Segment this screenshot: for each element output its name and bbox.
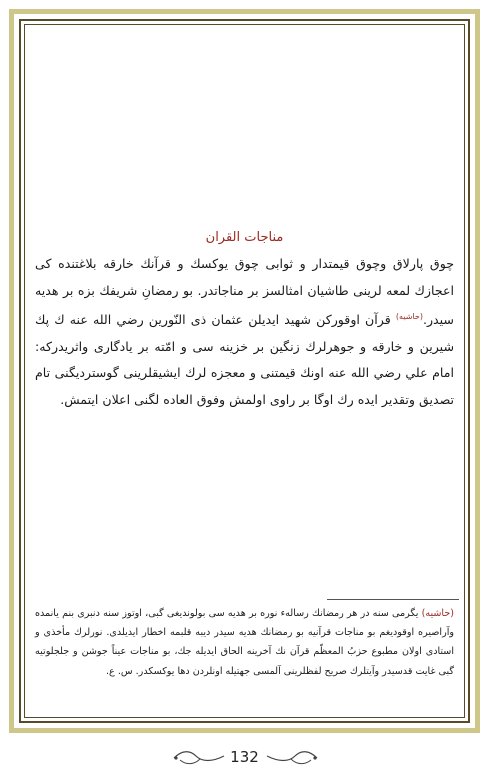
main-text xyxy=(35,230,454,413)
footnote-text: يگرمى سنه در هر رمضانك رسالهء نوره بر هديه سى بولونديغى گبى، اوتوز سنه دنبرى بنم يانمده وآراصيره اوقوديغم بو مناجات قرآنيه بو رمضانك هديه سيدر ديبه قلبمه اخطار ايديلدى. نورلرك مأخذى و استادى اولان مطبوع حزبُ المعظّم قرآن نك آخرينه الحاق ايديله جك، بو مناجات عيناً جوشن و جلجلوتيه گبى غايت قدسيدر وآيتلرك صريح لفظلرينى آلمسى جهتيله اونلردن دها يوكسكدر. س. ع. xyxy=(35,608,454,677)
paragraph-text-end: قرآن اوقوركن شهيد ايديلن عثمان ذى النّورين رضي الله عنه ك پك شيرين و خارقه و جوهرلرك زنگين بر خزينه سى و امّته بر يادگارى واثريدركه: امام علي رضي الله عنه اونك قيمتنى و معجزه لرك ايشيقلرينى گوستردیگنى تام تصديق وتقدير ايده رك اوگا بر راوى اولمش وفوق العاده لگنى اعلان ايتمش. xyxy=(35,312,454,407)
footnote-label: (حاشيه) xyxy=(421,608,454,619)
page-number: 132 xyxy=(230,748,259,766)
footnote-divider xyxy=(327,599,459,600)
paragraph-text-start: چوق پارلاق وچوق قيمتدار و ثوابى چوق يوكسك و قرآنك خارقه بلاغتنده كى اعجازك لمعه لرينى طاشيان امثالسز بر مناجاتدر. بو رمضانِ شريفك بزه بر هديه سيدر. xyxy=(35,256,454,328)
footnote-reference[interactable]: (حاشيه) xyxy=(395,312,423,321)
footnote xyxy=(35,604,454,681)
ornament-right-icon xyxy=(265,750,319,766)
page-footer xyxy=(0,746,489,772)
section-heading: مناجات القران xyxy=(205,230,284,245)
body-paragraph xyxy=(35,251,454,413)
